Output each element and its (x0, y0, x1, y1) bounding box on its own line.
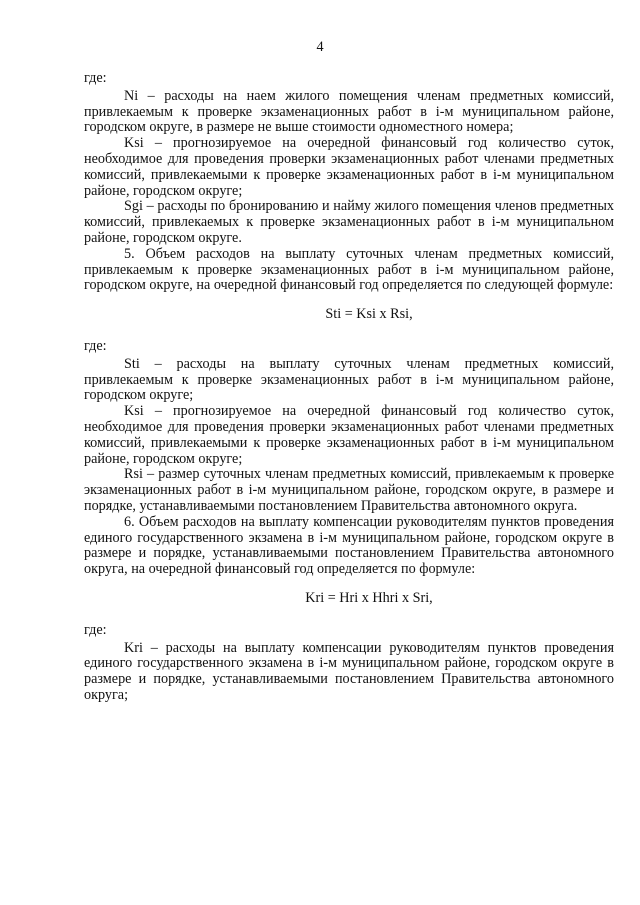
where-label-2: где: (84, 337, 107, 354)
definition-ni: Ni – расходы на наем жилого помещения членам предметных комиссий, привлекаемым к проверке экзаменационных работ в i-м муниципальном районе, городском округе, в размере не выше стоимости одноместного номера; (84, 87, 614, 136)
definition-kri: Kri – расходы на выплату компенсации руководителям пунктов проведения единого государственного экзамена в i-м муниципальном районе, городском округе в размере и порядке, устанавливаемыми постановлением Правительства автономного округа; (84, 639, 614, 703)
definition-ksi-1: Ksi – прогнозируемое на очередной финансовый год количество суток, необходимое для проведения проверки экзаменационных работ членами предметных комиссий, привлекаемыми к проверке экзаменационных работ в i-м муниципальном районе, городском округе; (84, 135, 614, 199)
definition-sti: Sti – расходы на выплату суточных членам предметных комиссий, привлекаемым к проверке экзаменационных работ в i-м муниципальном районе, городском округе; (84, 355, 614, 404)
definition-sgi: Sgi – расходы по бронированию и найму жилого помещения членов предметных комиссий, привлекаемых к проверке экзаменационных работ в i-м муниципальном районе, городском округе. (84, 198, 614, 246)
page-number: 4 (316, 39, 324, 55)
definition-rsi: Rsi – размер суточных членам предметных комиссий, привлекаемым к проверке экзаменационных работ в i-м муниципальном районе, городском округе, в размере и порядке, устанавливаемыми постановлением Правительства автономного округа. (84, 466, 614, 514)
paragraph-6: 6. Объем расходов на выплату компенсации руководителям пунктов проведения единого государственного экзамена в i-м муниципальном районе, городском округе в размере и порядке, устанавливаемыми постановлением Правительства автономного округа, на очередной финансовый год определяется по формуле: (84, 513, 614, 578)
where-label-1: где: (84, 70, 107, 86)
paragraph-5: 5. Объем расходов на выплату суточных членам предметных комиссий, привлекаемым к проверке экзаменационных работ в i-м муниципальном районе, городском округе, на очередной финансовый год определяется по следующей формуле: (84, 245, 614, 294)
definition-ksi-2: Ksi – прогнозируемое на очередной финансовый год количество суток, необходимое для проведения проверки экзаменационных работ членами предметных комиссий, привлекаемыми к проверке экзаменационных работ в i-м муниципальном районе, городском округе; (84, 403, 614, 467)
document-body (84, 71, 614, 704)
formula-kri: Kri = Hri x Hhri x Sri, (305, 589, 433, 606)
where-label-3: где: (84, 621, 107, 638)
formula-sti: Sti = Ksi x Rsi, (325, 306, 413, 323)
